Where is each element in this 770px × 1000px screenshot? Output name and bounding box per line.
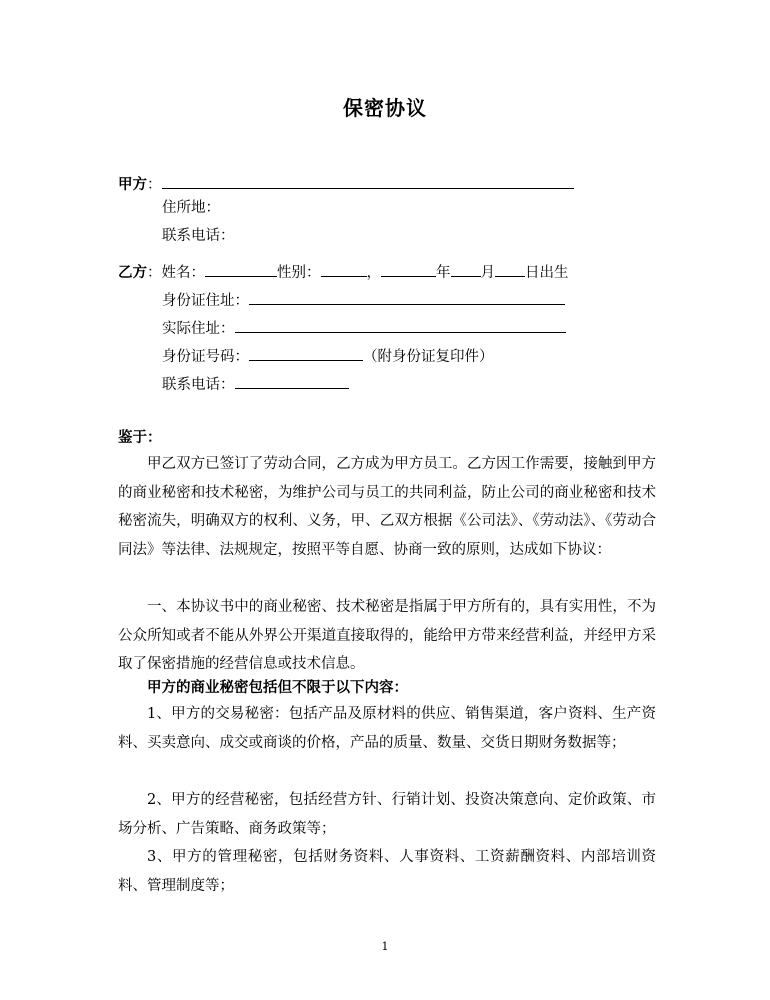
birth-year-blank[interactable] (381, 262, 436, 277)
actual-address-label: 实际住址： (162, 321, 235, 337)
trade-secret-item-2: 2、甲方的经营秘密，包括经营方针、行销计划、投资决策意向、定价政策、市场分析、广告策略、商务政策等； (118, 792, 656, 837)
id-copy-note: （附身份证复印件） (363, 349, 494, 365)
id-address-label: 身份证住址： (162, 293, 249, 309)
party-b-phone-blank[interactable] (235, 374, 349, 389)
month-label: 月 (480, 265, 495, 281)
name-blank[interactable] (205, 262, 277, 277)
id-address-line (162, 290, 565, 311)
party-a-name-blank[interactable] (162, 174, 574, 189)
trade-secret-item-1: 1、甲方的交易秘密：包括产品及原材料的供应、销售渠道，客户资料、生产资料、买卖意向、成交或商谈的价格，产品的质量、数量、交货日期财务数据等； (118, 706, 656, 751)
party-a-phone-label: 联系电话： (162, 228, 235, 244)
document-title: 保密协议 (343, 96, 427, 120)
trade-secret-item-3: 3、甲方的管理秘密，包括财务资料、人事资料、工资薪酬资料、内部培训资料、管理制度等； (118, 849, 656, 894)
party-b-colon: ： (147, 265, 162, 281)
name-label: 姓名： (161, 265, 205, 281)
gender-label: 性别： (277, 265, 321, 281)
whereas-label: 鉴于： (118, 429, 162, 446)
id-number-blank[interactable] (249, 346, 363, 361)
birth-day-blank[interactable] (495, 262, 525, 277)
id-address-blank[interactable] (249, 290, 565, 305)
party-b-phone-line (162, 374, 349, 395)
party-a-label: 甲方 (118, 176, 147, 193)
id-number-label: 身份证号码： (162, 349, 249, 365)
party-a-colon: ： (147, 177, 162, 193)
party-b-label: 乙方 (118, 264, 147, 281)
actual-address-line (162, 318, 566, 339)
trade-secret-heading: 甲方的商业秘密包括但不限于以下内容： (147, 679, 408, 696)
party-b-line (118, 262, 569, 283)
comma-separator: ， (366, 265, 381, 281)
party-a-line (118, 174, 574, 195)
whereas-paragraph: 甲乙双方已签订了劳动合同，乙方成为甲方员工。乙方因工作需要，接触到甲方的商业秘密和技术秘密，为维护公司与员工的共同利益，防止公司的商业秘密和技术秘密流失，明确双方的权利、义务，甲、乙双方根据《公司法》、《劳动法》、《劳动合同法》等法律、法规规定，按照平等自愿、协商一致的原则，达成如下协议： (118, 456, 656, 558)
id-number-line (162, 346, 494, 367)
party-a-address-label: 住所地： (162, 200, 220, 216)
birth-suffix: 日出生 (525, 265, 569, 281)
definition-paragraph: 一、本协议书中的商业秘密、技术秘密是指属于甲方所有的，具有实用性，不为公众所知或者不能从外界公开渠道直接取得的，能给甲方带来经营利益，并经甲方采取了保密措施的经营信息或技术信息。 (118, 599, 656, 673)
page-number: 1 (381, 940, 389, 953)
party-b-phone-label: 联系电话： (162, 377, 235, 393)
gender-blank[interactable] (321, 262, 367, 277)
actual-address-blank[interactable] (235, 318, 566, 333)
birth-month-blank[interactable] (451, 262, 481, 277)
year-label: 年 (436, 265, 451, 281)
